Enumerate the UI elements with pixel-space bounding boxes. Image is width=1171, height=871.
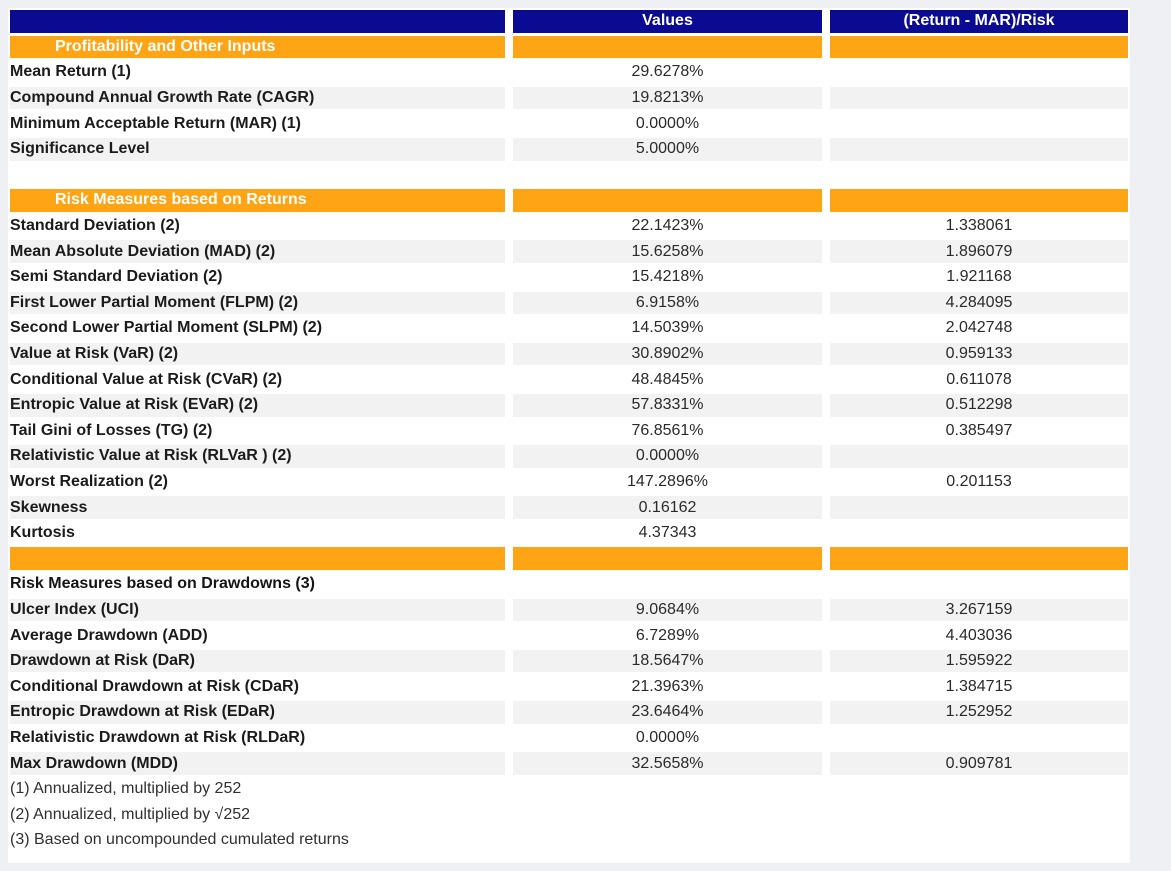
- metric-value: [513, 573, 830, 599]
- section-header-cell: [830, 547, 1128, 573]
- metric-value: 29.6278%: [513, 61, 830, 87]
- metric-ratio: [830, 522, 1128, 548]
- metric-label: Max Drawdown (MDD): [10, 752, 513, 778]
- metric-ratio: [830, 445, 1128, 471]
- table-row-section: [10, 547, 1128, 573]
- metric-label: First Lower Partial Moment (FLPM) (2): [10, 292, 513, 318]
- table-row-data: [10, 752, 1128, 778]
- metric-ratio: 1.384715: [830, 675, 1128, 701]
- metric-ratio: [830, 727, 1128, 753]
- table-row-footnote: [10, 778, 1128, 804]
- metric-ratio: [830, 496, 1128, 522]
- metric-label: Conditional Value at Risk (CVaR) (2): [10, 368, 513, 394]
- metric-value: 15.6258%: [513, 240, 830, 266]
- metric-label: Entropic Value at Risk (EVaR) (2): [10, 394, 513, 420]
- column-header-values: Values: [513, 10, 830, 36]
- metric-ratio: [830, 138, 1128, 164]
- metric-value: 19.8213%: [513, 87, 830, 113]
- metric-label: Relativistic Value at Risk (RLVaR ) (2): [10, 445, 513, 471]
- metric-label: Relativistic Drawdown at Risk (RLDaR): [10, 727, 513, 753]
- metric-label: Conditional Drawdown at Risk (CDaR): [10, 675, 513, 701]
- report-table-body: [10, 36, 1128, 855]
- table-row-data: [10, 522, 1128, 548]
- metric-ratio: 0.959133: [830, 343, 1128, 369]
- table-row-data: [10, 317, 1128, 343]
- metric-ratio: [830, 87, 1128, 113]
- metric-ratio: 1.252952: [830, 701, 1128, 727]
- metric-value: 6.7289%: [513, 624, 830, 650]
- metric-value: 0.0000%: [513, 445, 830, 471]
- metric-value: 147.2896%: [513, 471, 830, 497]
- metric-label: Mean Absolute Deviation (MAD) (2): [10, 240, 513, 266]
- column-header-metric: [10, 10, 513, 36]
- metric-value: 4.37343: [513, 522, 830, 548]
- metric-label: Skewness: [10, 496, 513, 522]
- metric-value: 0.0000%: [513, 112, 830, 138]
- table-row-data: [10, 138, 1128, 164]
- metric-ratio: [830, 112, 1128, 138]
- table-header-row: [10, 10, 1128, 36]
- table-row-footnote: [10, 829, 1128, 855]
- footnote-text: (3) Based on uncompounded cumulated returns: [10, 829, 1128, 855]
- section-header-cell: Risk Measures based on Returns: [10, 189, 513, 215]
- metric-value: 76.8561%: [513, 420, 830, 446]
- metric-label: Kurtosis: [10, 522, 513, 548]
- column-header-ratio: (Return - MAR)/Risk: [830, 10, 1128, 36]
- metric-value: 22.1423%: [513, 215, 830, 241]
- metric-label: Tail Gini of Losses (TG) (2): [10, 420, 513, 446]
- table-row-data: [10, 112, 1128, 138]
- section-header-cell: [513, 189, 830, 215]
- blank-cell: [513, 164, 830, 190]
- section-header-cell: [10, 547, 513, 573]
- metric-ratio: 4.284095: [830, 292, 1128, 318]
- table-row-data: [10, 701, 1128, 727]
- footnote-text: (1) Annualized, multiplied by 252: [10, 778, 1128, 804]
- metric-label: Mean Return (1): [10, 61, 513, 87]
- risk-report-table: [8, 8, 1130, 863]
- table-row-data: [10, 215, 1128, 241]
- table-row-data: [10, 266, 1128, 292]
- table-row-data: [10, 496, 1128, 522]
- table-row-data: [10, 599, 1128, 625]
- table-row-data: [10, 727, 1128, 753]
- table-row-data: [10, 240, 1128, 266]
- metric-value: 30.8902%: [513, 343, 830, 369]
- table-row-data: [10, 87, 1128, 113]
- metric-value: 48.4845%: [513, 368, 830, 394]
- section-header-cell: [513, 36, 830, 62]
- table-row-data: [10, 368, 1128, 394]
- metric-value: 6.9158%: [513, 292, 830, 318]
- table-row-footnote: [10, 803, 1128, 829]
- table-row-data: [10, 675, 1128, 701]
- metric-label: Second Lower Partial Moment (SLPM) (2): [10, 317, 513, 343]
- metric-ratio: 1.338061: [830, 215, 1128, 241]
- metric-label: Risk Measures based on Drawdowns (3): [10, 573, 513, 599]
- metric-label: Average Drawdown (ADD): [10, 624, 513, 650]
- metric-value: 57.8331%: [513, 394, 830, 420]
- metric-ratio: [830, 573, 1128, 599]
- metric-ratio: 3.267159: [830, 599, 1128, 625]
- metric-label: Significance Level: [10, 138, 513, 164]
- metric-value: 32.5658%: [513, 752, 830, 778]
- table-row-data: [10, 343, 1128, 369]
- section-header-cell: [830, 189, 1128, 215]
- metric-ratio: 1.896079: [830, 240, 1128, 266]
- table-row-data: [10, 624, 1128, 650]
- table-row-section: [10, 189, 1128, 215]
- section-header-cell: [513, 547, 830, 573]
- metric-ratio: [830, 61, 1128, 87]
- metric-ratio: 0.611078: [830, 368, 1128, 394]
- footnote-text: (2) Annualized, multiplied by √252: [10, 803, 1128, 829]
- metric-label: Drawdown at Risk (DaR): [10, 650, 513, 676]
- metric-value: 21.3963%: [513, 675, 830, 701]
- metric-ratio: 0.512298: [830, 394, 1128, 420]
- metric-ratio: 0.385497: [830, 420, 1128, 446]
- table-row-blank: [10, 164, 1128, 190]
- metric-label: Minimum Acceptable Return (MAR) (1): [10, 112, 513, 138]
- metric-value: 0.16162: [513, 496, 830, 522]
- table-row-data: [10, 394, 1128, 420]
- metric-value: 0.0000%: [513, 727, 830, 753]
- metric-ratio: 2.042748: [830, 317, 1128, 343]
- metric-label: Value at Risk (VaR) (2): [10, 343, 513, 369]
- metric-ratio: 4.403036: [830, 624, 1128, 650]
- table-row-section: [10, 36, 1128, 62]
- metric-ratio: 1.595922: [830, 650, 1128, 676]
- blank-cell: [830, 164, 1128, 190]
- metric-label: Worst Realization (2): [10, 471, 513, 497]
- metric-value: 5.0000%: [513, 138, 830, 164]
- metric-ratio: 1.921168: [830, 266, 1128, 292]
- metric-value: 15.4218%: [513, 266, 830, 292]
- metric-label: Standard Deviation (2): [10, 215, 513, 241]
- table-row-title: [10, 573, 1128, 599]
- metric-value: 14.5039%: [513, 317, 830, 343]
- metric-value: 18.5647%: [513, 650, 830, 676]
- table-row-data: [10, 61, 1128, 87]
- section-header-cell: Profitability and Other Inputs: [10, 36, 513, 62]
- metric-label: Entropic Drawdown at Risk (EDaR): [10, 701, 513, 727]
- metric-ratio: 0.201153: [830, 471, 1128, 497]
- metric-value: 23.6464%: [513, 701, 830, 727]
- table-row-data: [10, 471, 1128, 497]
- table-row-data: [10, 420, 1128, 446]
- metric-value: 9.0684%: [513, 599, 830, 625]
- table-row-data: [10, 292, 1128, 318]
- blank-cell: [10, 164, 513, 190]
- metric-ratio: 0.909781: [830, 752, 1128, 778]
- table-row-data: [10, 445, 1128, 471]
- section-header-cell: [830, 36, 1128, 62]
- risk-table: [10, 10, 1128, 855]
- metric-label: Compound Annual Growth Rate (CAGR): [10, 87, 513, 113]
- metric-label: Ulcer Index (UCI): [10, 599, 513, 625]
- table-row-data: [10, 650, 1128, 676]
- metric-label: Semi Standard Deviation (2): [10, 266, 513, 292]
